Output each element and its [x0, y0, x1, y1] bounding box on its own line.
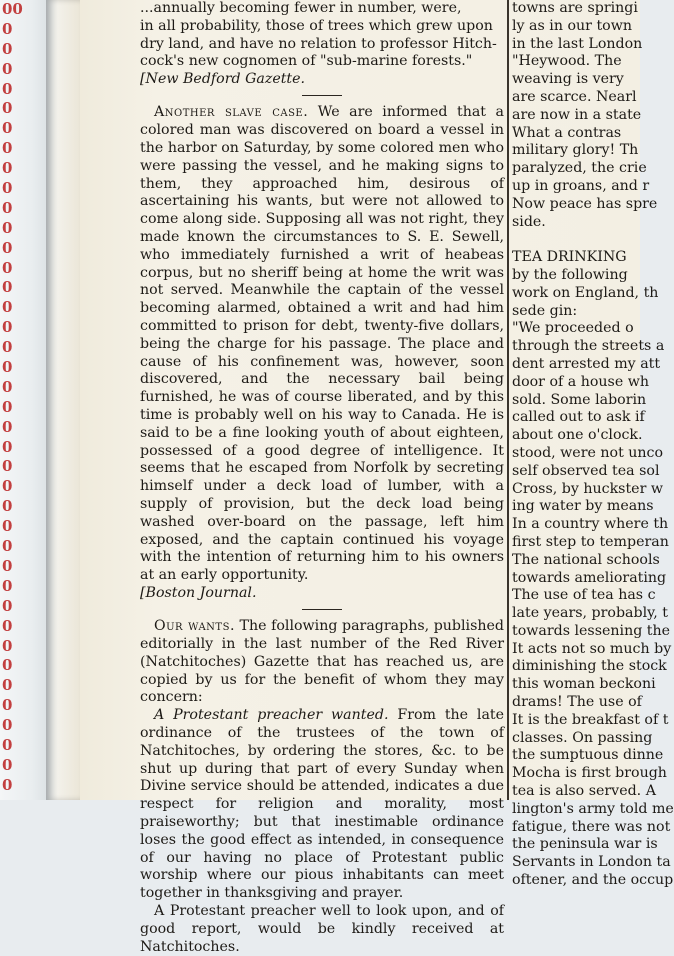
column-rule [507, 0, 509, 800]
article-body: The following paragraphs, published editorially in the last number of the Red River (Natchitoches) Gazette that has reached us, are copied by us for the benefit of whom they may concern: [140, 618, 504, 706]
margin-digit: 0 [2, 716, 13, 735]
right-column-line: called out to ask if [512, 409, 645, 426]
article-line: cock's new cognomen of "sub-marine forests." [140, 53, 473, 70]
right-column-line: weaving is very [512, 71, 624, 88]
margin-digit: 0 [2, 238, 13, 257]
margin-digit: 0 [2, 377, 13, 396]
right-column-line: are now in a state [512, 106, 642, 123]
article-divider [302, 95, 342, 97]
margin-digit: 0 [2, 497, 13, 516]
right-column-line: the peninsula war is [512, 836, 658, 853]
margin-digit: 0 [2, 755, 13, 774]
right-column-line: The national schools [512, 551, 660, 568]
right-column-line: The use of tea has c [512, 587, 656, 604]
article-divider [302, 609, 342, 611]
margin-digit: 0 [2, 179, 13, 198]
right-column-line: military glory! Th [512, 142, 639, 159]
margin-digit: 0 [2, 457, 13, 476]
margin-digit: 0 [2, 417, 13, 436]
right-column-line: paralyzed, the crie [512, 160, 647, 177]
margin-digit: 0 [2, 318, 13, 337]
margin-digit: 0 [2, 59, 13, 78]
article-body: A Protestant preacher well to look upon, and of good report, would be kindly received at Natchitoches. [140, 903, 504, 955]
article-heading: Another slave case. [154, 104, 309, 121]
margin-digit: 0 [2, 218, 13, 237]
margin-digit: 0 [2, 616, 13, 635]
source-credit: [Boston Journal. [140, 585, 257, 601]
right-column-line: late years, probably, t [512, 605, 668, 622]
margin-digit: 0 [2, 258, 13, 277]
right-column-line: by the following [512, 266, 628, 283]
margin-digit: 0 [2, 298, 13, 317]
right-column-line: It is the breakfast of t [512, 711, 669, 728]
margin-digit: 0 [2, 676, 13, 695]
margin-digit: 0 [2, 556, 13, 575]
margin-digit: 0 [2, 198, 13, 217]
right-column-line: dent arrested my att [512, 355, 661, 372]
right-column-line: self observed tea sol [512, 462, 660, 479]
article-subheading: A Protestant preacher wanted. [154, 707, 389, 724]
right-column-line: ing water by means [512, 498, 654, 515]
margin-digit: 0 [2, 537, 13, 556]
right-column-line: are scarce. Nearl [512, 88, 637, 105]
right-column-line: tea is also served. A [512, 783, 656, 800]
right-column-line: Cross, by huckster w [512, 480, 663, 497]
right-column-line: TEA DRINKING [512, 249, 627, 266]
article-slave-case [140, 104, 504, 602]
right-column-line: diminishing the stock [512, 658, 667, 675]
right-column-line: What a contras [512, 124, 622, 141]
right-column-line: the sumptuous dinne [512, 747, 664, 764]
margin-digit: 0 [2, 338, 13, 357]
right-column-line: In a country where th [512, 516, 669, 533]
right-column-line: ly as in our town [512, 17, 632, 34]
margin-digit: 0 [2, 696, 13, 715]
right-column [512, 0, 674, 890]
right-column-line: stood, were not unco [512, 444, 664, 461]
margin-digit: 0 [2, 477, 13, 496]
article-body: From the late ordinance of the trustees of the town of Natchitoches, by ordering the stores, &c. to be shut up during that part of every Sunday when Divine service should be attended, indicates a due respect for religion and morality, most praiseworthy; but that inestimable ordinance loses the good effect as intended, in consequence of our having no place of Protestant public worship where our pious inhabitants can meet together in thanksgiving and prayer. [140, 707, 505, 902]
right-column-line: about one o'clock. [512, 427, 643, 444]
right-column-line: up in groans, and r [512, 177, 650, 194]
margin-digit: 0 [2, 358, 13, 377]
margin-digit: 0 [2, 636, 13, 655]
right-column-line: this woman beckoni [512, 676, 656, 693]
right-column-line: sede gin: [512, 302, 578, 319]
margin-digit: 0 [2, 119, 13, 138]
margin-digit: 0 [2, 576, 13, 595]
margin-digit: 00 [2, 0, 23, 18]
source-credit: [New Bedford Gazette. [140, 71, 306, 88]
margin-digit: 0 [2, 517, 13, 536]
right-column-line: door of a house wh [512, 373, 650, 390]
margin-digit: 0 [2, 397, 13, 416]
right-column-line: fatigue, there was not [512, 818, 671, 835]
margin-digit: 0 [2, 139, 13, 158]
right-column-line: drams! The use of [512, 694, 642, 711]
margin-digit: 0 [2, 735, 13, 754]
margin-digit: 0 [2, 437, 13, 456]
right-column-line: classes. On passing [512, 729, 653, 746]
right-column-line: first step to temperan [512, 533, 669, 550]
article-line: dry land, and have no relation to professor Hitch- [140, 35, 497, 52]
article-heading: Our wants. [154, 618, 235, 635]
right-column-line: towards ameliorating [512, 569, 667, 586]
right-column-line: Servants in London ta [512, 854, 671, 871]
margin-digit: 0 [2, 596, 13, 615]
right-column-line: "Heywood. The [512, 53, 622, 70]
margin-digit: 0 [2, 775, 13, 794]
margin-digit: 0 [2, 656, 13, 675]
right-column-line: Mocha is first brough [512, 765, 667, 782]
article-forests [140, 0, 504, 89]
right-column-line: in the last London [512, 35, 643, 52]
article-body: We are informed that a colored man was discovered on board a vessel in the harbor on Saturday, by some colored men who were passing the vessel, and he making signs to them, they approached him, desirous of ascertaining his wants, but were not allowed to come along side. Supposing all was not right, they made known the circumstances to S. E. Sewell, who immediately furnished a writ of heabeas corpus, but no sheriff being at home the writ was not served. Meanwhile the captain of the vessel becoming alarmed, obtained a writ and had him committed to prison for debt, twenty-five dollars, being the charge for his passage. The place and cause of his confinement was, however, soon discovered, and the necessary bail being furnished, he was of course liberated, and by this time is probably well on his way to Canada. He is said to be a fine looking youth of about eighteen, possessed of a good degree of intelligence. It seems that he escaped from Norfolk by secreting himself under a deck load of lumber, with a supply of provision, but the deck load being washed over-board on the passage, left him exposed, and the captain continued his voyage with the intention of returning him to his owners at an early opportunity. [140, 104, 504, 584]
main-column [140, 0, 504, 956]
right-column-line: "We proceeded o [512, 320, 634, 337]
right-column-line: side. [512, 213, 546, 230]
right-column-line: sold. Some laborin [512, 391, 647, 408]
article-line: in all probability, those of trees which grew upon [140, 17, 493, 34]
right-column-line [512, 231, 652, 249]
right-column-line: towns are springi [512, 0, 638, 16]
margin-digit: 0 [2, 278, 13, 297]
margin-digit: 0 [2, 99, 13, 118]
right-column-line: It acts not so much by [512, 640, 672, 657]
margin-digit: 0 [2, 79, 13, 98]
article-line: ...annually becoming fewer in number, were, [140, 0, 462, 16]
right-column-line: through the streets a [512, 338, 665, 355]
margin-digit: 0 [2, 39, 13, 58]
right-column-line: Now peace has spre [512, 195, 658, 212]
binding-gutter [46, 0, 80, 800]
right-column-line: lington's army told me [512, 800, 674, 817]
margin-digit: 0 [2, 159, 13, 178]
right-column-line: work on England, th [512, 284, 659, 301]
article-our-wants [140, 618, 504, 956]
right-column-line: towards lessening the [512, 622, 671, 639]
right-column-line: oftener, and the occup [512, 872, 674, 889]
adjacent-page-margin-text [2, 0, 22, 796]
margin-digit: 0 [2, 19, 13, 38]
